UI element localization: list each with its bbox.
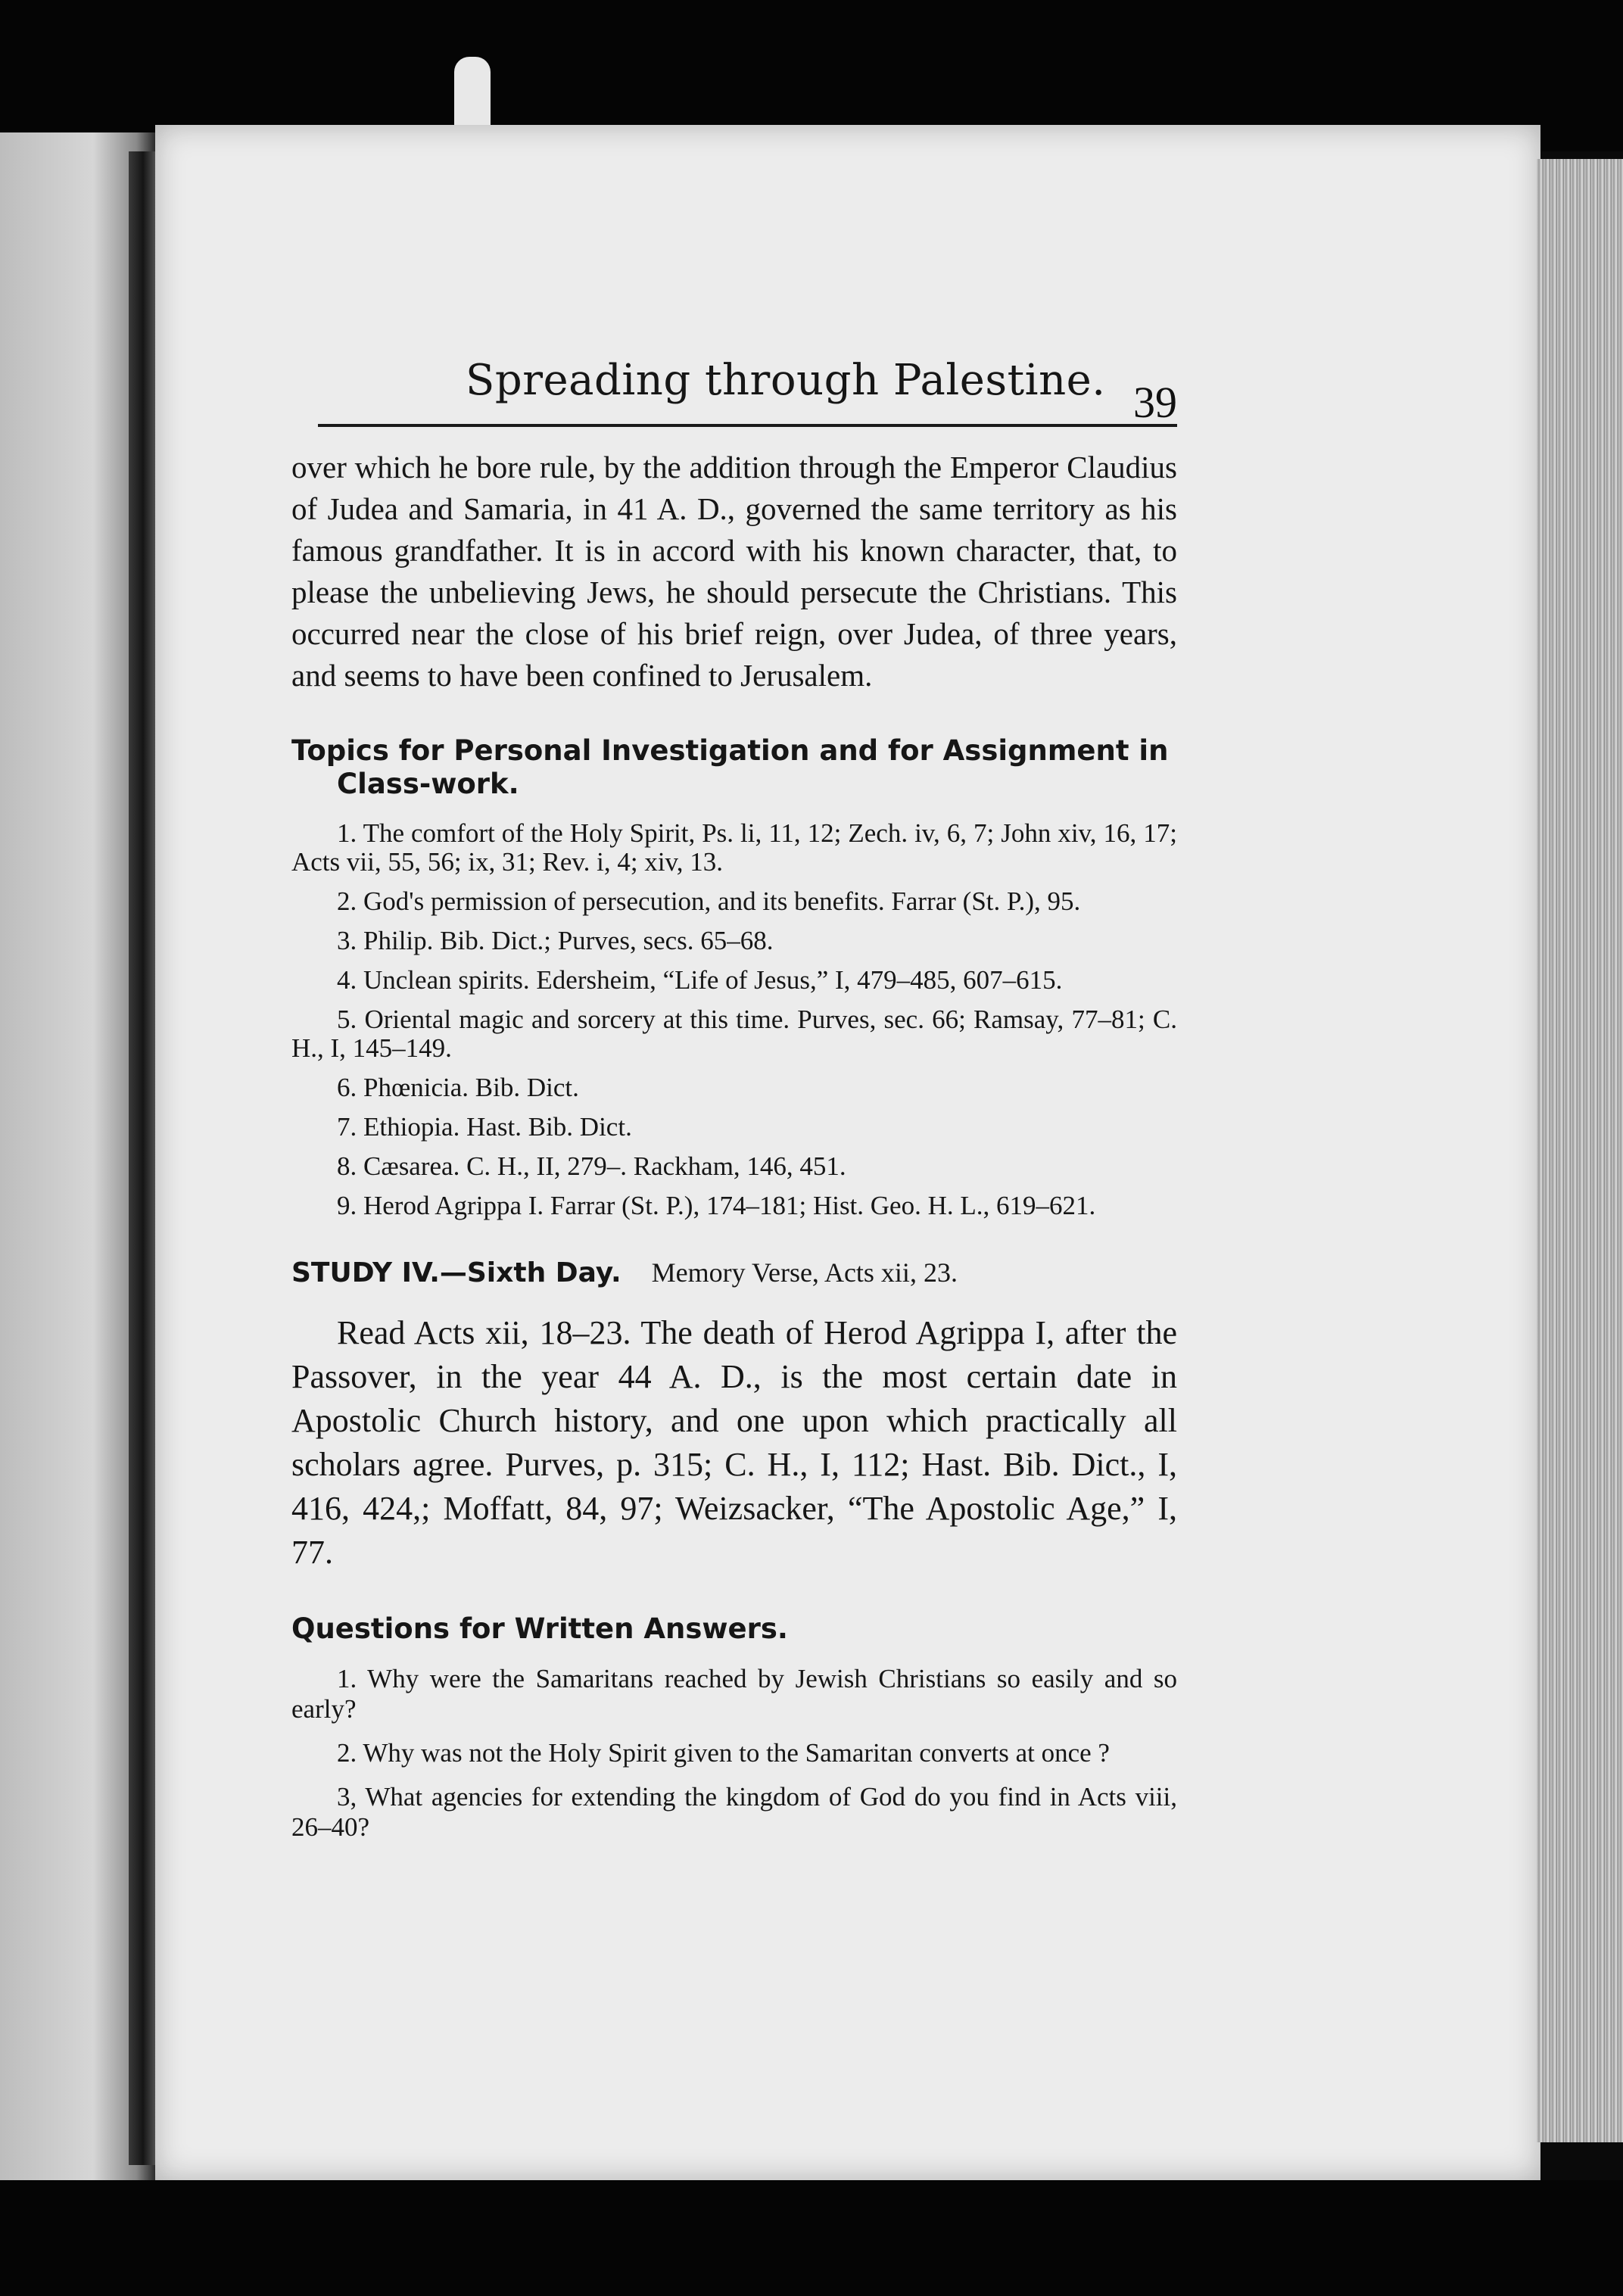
topic-item: 6. Phœnicia. Bib. Dict. xyxy=(337,1073,579,1102)
running-title: Spreading through Palestine. xyxy=(466,356,1106,405)
page-stack-edge xyxy=(1537,159,1623,2142)
topic-item: 1. The comfort of the Holy Spirit, Ps. li, 11, 12; Zech. iv, 6, 7; John xiv, 16, 17; Acts vii, 55, 56; ix, 31; Rev. i, 4; xiv, 13. xyxy=(291,818,1177,877)
running-header xyxy=(318,356,1177,427)
study-paragraph: Read Acts xii, 18–23. The death of Herod Agrippa I, after the Passover, in the year 44 A. D., is the most certain date in Apostolic Church history, and one upon which practically all scholars agree. Purves, p. 315; C. H., I, 112; Hast. Bib. Dict., I, 416, 424,; Moffatt, 84, 97; Weizsacker, “The Apostolic Age,” I, 77. xyxy=(291,1314,1177,1571)
topic-item: 8. Cæsarea. C. H., II, 279–. Rackham, 146, 451. xyxy=(337,1151,846,1181)
topics-heading: Topics for Personal Investigation and for Assignment in Class-work. xyxy=(291,734,1169,800)
topic-item: 3. Philip. Bib. Dict.; Purves, secs. 65–68. xyxy=(337,926,774,955)
question-item: 2. Why was not the Holy Spirit given to the Samaritan converts at once ? xyxy=(337,1738,1110,1768)
questions-heading: Questions for Written Answers. xyxy=(291,1612,788,1645)
book-gutter xyxy=(129,151,157,2165)
question-item: 1. Why were the Samaritans reached by Jewish Christians so easily and so early? xyxy=(291,1664,1177,1724)
memory-verse: Memory Verse, Acts xii, 23. xyxy=(651,1257,958,1288)
study-heading: STUDY IV.—Sixth Day. xyxy=(291,1257,621,1288)
page-number: 39 xyxy=(1133,378,1177,427)
topic-item: 9. Herod Agrippa I. Farrar (St. P.), 174–181; Hist. Geo. H. L., 619–621. xyxy=(337,1191,1096,1220)
intro-paragraph: over which he bore rule, by the addition through the Emperor Claudius of Judea and Samaria, in 41 A. D., governed the same territory as his famous grandfather. It is in accord with his known character, that, to please the unbelieving Jews, he should persecute the Christians. This occurred near the close of his brief reign, over Judea, of three years, and seems to have been confined to Jerusalem. xyxy=(291,450,1177,693)
topic-item: 5. Oriental magic and sorcery at this time. Purves, sec. 66; Ramsay, 77–81; C. H., I, 145–149. xyxy=(291,1005,1177,1063)
study-heading-line xyxy=(291,1257,1177,1288)
topic-item: 7. Ethiopia. Hast. Bib. Dict. xyxy=(337,1112,632,1142)
topic-item: 2. God's permission of persecution, and its benefits. Farrar (St. P.), 95. xyxy=(337,886,1081,916)
topics-list xyxy=(291,819,1177,1220)
questions-list xyxy=(291,1664,1177,1843)
question-item: 3, What agencies for extending the kingdom of God do you find in Acts viii, 26–40? xyxy=(291,1782,1177,1842)
page-content xyxy=(291,447,1177,1856)
topic-item: 4. Unclean spirits. Edersheim, “Life of Jesus,” I, 479–485, 607–615. xyxy=(337,965,1063,995)
scan-background-bottom xyxy=(0,2180,1623,2296)
